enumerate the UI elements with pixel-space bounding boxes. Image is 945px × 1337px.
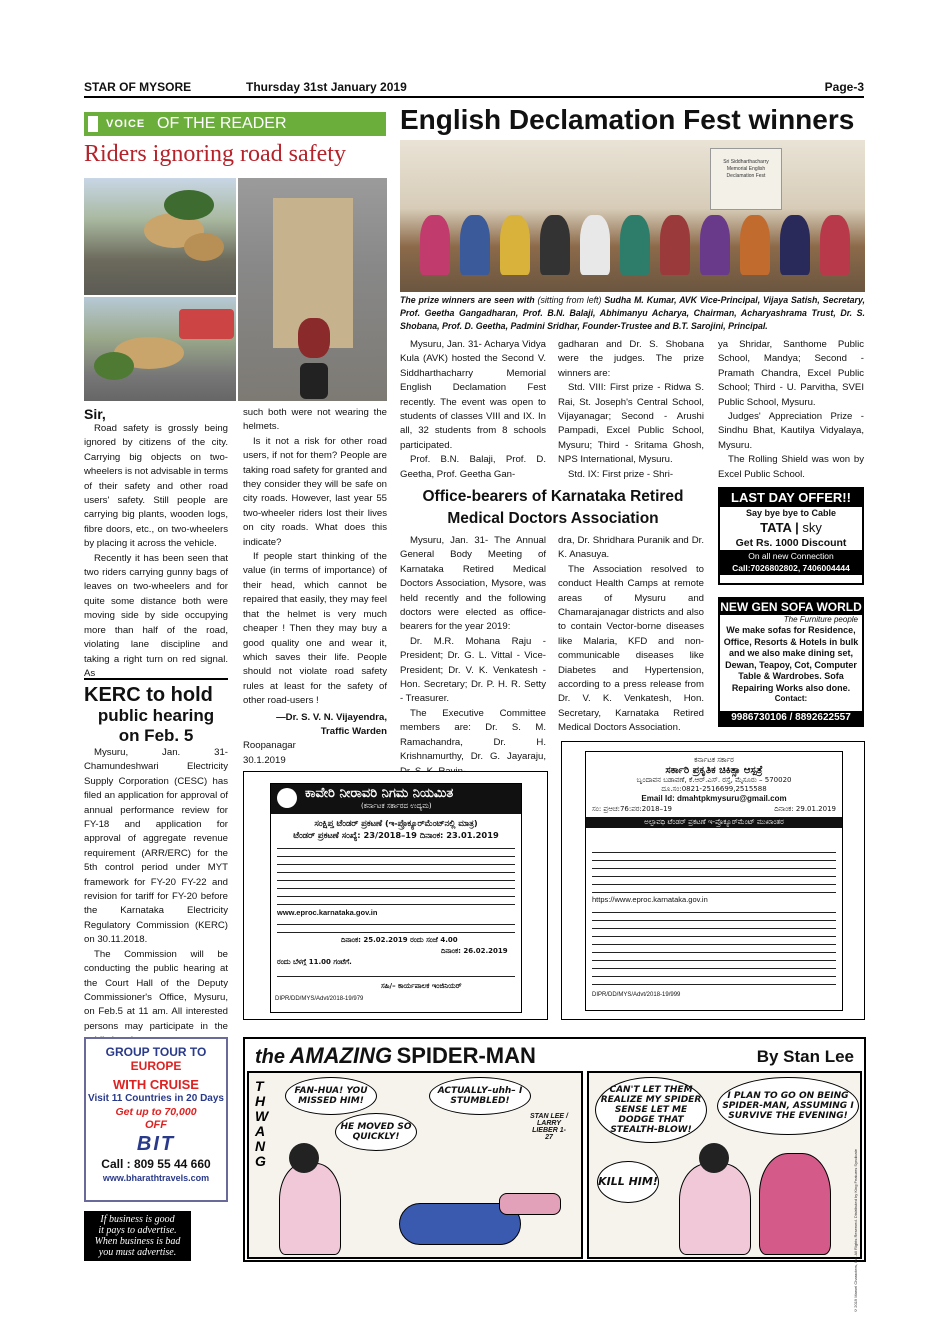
- comic-copyright: ©2019 Marvel Characters, Inc. All Rights Reserved. Distributed by King Features Syndicate: [853, 1149, 858, 1313]
- kerc-paragraph: The Commission will be conducting the public hearing at the Court Hall of the Deputy Commissioner's Office, Mysuru, on Feb.5 at 11 am. All interested persons may participate in the: [84, 948, 228, 1032]
- tender-notice-2: ಕರ್ನಾಟಕ ಸರ್ಕಾರ ಸರ್ಕಾರಿ ಪ್ರಕೃತಿಕ ಚಿಕಿತ್ಸಾ ಆಸ್ಪತ್ರೆ ಬೃಂದಾವನ ಬಡಾವಣೆ, ಕೆ.ಆರ್.ಎಸ್. ರಸ್ತೆ, ಮೈಸೂರು – 570020 ದೂ.ಸಂ:0821-2516699,2515588 Email Id: dmahtpkmysuru@gmail.com ಸಂ: ಪ್ರಆಚ:76:ಪರ:2018–19 ದಿನಾಂಕ: 29.01.2019 ಅಲ್ಪಾವಧಿ ಟೆಂಡರ್ ಪ್ರಕಟಣೆ ಇ-ಪ್ರೊಕ್ಯೂರ್‌ಮೆಂಟ್ ಮುಖಾಂತರ https://www.eproc.karnataka.gov.in DIPR/DD/MYS/Advt/2018-19/999: [561, 741, 865, 1020]
- kerc-headline-3: on Feb. 5: [118, 726, 194, 745]
- europe-tour-ad: GROUP TOUR TO EUROPE WITH CRUISE Visit 11 Countries in 20 Days Get up to 70,000 OFF BIT Call : 809 55 44 660 www.bharathtravels.com: [84, 1037, 228, 1202]
- fest-group-photo: [400, 140, 865, 292]
- voice-banner: [84, 112, 386, 136]
- comic-title: the AMAZING SPIDER-MAN: [255, 1043, 536, 1068]
- comic-panel-2: CAN'T LET THEM REALIZE MY SPIDER SENSE LET ME DODGE THAT STEALTH-BLOW! I PLAN TO GO ON BEING SPIDER-MAN, ASSUMING I SURVIVE THE EVENING! KILL HIM!: [587, 1071, 862, 1259]
- kerc-headline-1: KERC to hold: [84, 684, 213, 706]
- office-column-2: dra, Dr. Shridhara Puranik and Dr. K. Anasuya. The Association resolved to conduct Health Camps at remote areas of Mysuru and Chamarajanagar districts and also to contain Vector-borne diseases like Malaria, KFD and non-communicable diseases like Diabetes and Hypertension, according to a press release from Dr. V. K. Venkatesh, Hon. Secretary, Karnataka Retired Medical Doctors Association.: [558, 535, 704, 734]
- paper-name: STAR OF MYSORE: [84, 80, 192, 94]
- tender-title-bar: ಕಾವೇರಿ ನೀರಾವರಿ ನಿಗಮ ನಿಯಮಿತ (ಕರ್ನಾಟಕ ಸರ್ಕಾರದ ಉದ್ಯಮ): [271, 784, 521, 814]
- voice-headline: Riders ignoring road safety: [84, 141, 346, 167]
- comic-author: By Stan Lee: [756, 1047, 854, 1066]
- tata-sky-logo: TATA | sky: [760, 520, 822, 535]
- tender-email: Email Id: dmahtpkmysuru@gmail.com: [641, 794, 787, 803]
- fest-column-1: Mysuru, Jan. 31- Acharya Vidya Kula (AVK) hosted the Second V. Siddharthacharry Memorial English Declamation Fest recently. The event was open to students of classes VIII and IX. In all, 32 students from 8 schools participated. Prof. B.N. Balaji, Prof. D. Geetha, Prof. Geetha Gan-: [400, 339, 546, 480]
- spiderman-comic: [243, 1037, 866, 1313]
- office-column-1: Mysuru, Jan. 31- The Annual General Body Meeting of Karnataka Retired Medical Doctors Association, Mysore, was held recently and the following doctors were elected as office-bearers for the year 2019: Dr. M.R. Mohana Raju - President; Dr. G. L. Vittal - Vice-President; Dr. V. K. Venkatesh - Hon. Secretary; Dr. P. H. R. Setty - Treasurer. The Executive Committee members are: Dr. S. M. Ramachandra, Dr. H. Krishnamurthy, Dr. G. Jayaraju,: [400, 535, 546, 763]
- kerc-paragraph: Mysuru, Jan. 31- Chamundeshwari Electricity Supply Corporation (CESC) has filed an application for approval of annual performance review for FY-18 and application for approval of aggregate revenue requirement (ARR/ERC) for the 5th control period under MYT framework for FY-20 FY-22 and revision for tariff for FY-20 before the Karnataka Electricity Regulatory Commission (KERC) on 30.11.2018.: [84, 747, 228, 946]
- event-banner: Sri Siddharthacharry Memorial English Declamation Fest: [710, 148, 782, 210]
- tender-notice-1: ಕಾವೇರಿ ನೀರಾವರಿ ನಿಗಮ ನಿಯಮಿತ (ಕರ್ನಾಟಕ ಸರ್ಕಾರದ ಉದ್ಯಮ) ಸಂಕ್ಷಿಪ್ತ ಟೆಂಡರ್ ಪ್ರಕಟಣೆ (ಇ-ಪ್ರೊಕ್ಯೂರ್‌ಮೆಂಟ್‌ನಲ್ಲಿ ಮಾತ್ರ) ಟೆಂಡರ್ ಪ್ರಕಟಣೆ ಸಂಖ್ಯೆ: 23/2018–19 ದಿನಾಂಕ: 23.01.2019 www.eproc.karnataka.gov.in ದಿನಾಂಕ: 25.02.2019 ರಂದು ಸಂಜೆ 4.00 ದಿನಾಂಕ: 26.02.2019 ರಂದು ಬೆಳಗ್ಗೆ 11.00 ಗಂಟೆಗೆ. ಸಹಿ/– ಕಾರ್ಯಪಾಲಕ ಇಂಜಿನಿಯರ್ DIPR/DD/MYS/Advt/2018-19/979: [243, 771, 548, 1020]
- road-photo-2: [84, 297, 236, 401]
- tata-sky-ad: LAST DAY OFFER!! Say bye bye to Cable TATA | sky Get Rs. 1000 Discount On all new Connection Call:7026802802, 7406004444: [718, 487, 864, 585]
- kerc-headline-2: public hearing: [97, 706, 215, 725]
- voice-signature-role: Traffic Warden: [320, 725, 387, 737]
- voice-signature: —Dr. S. V. N. Vijayendra,: [276, 711, 387, 723]
- emblem-icon: [277, 788, 297, 808]
- road-photo-3: [238, 178, 387, 401]
- page-number: Page-3: [824, 80, 864, 94]
- voice-paragraph: Road safety is grossly being ignored by citizens of the city. Carrying big objects on two-wheelers is not advisable in terms of their safety and other road users' safety. Still people are carrying big plants, wooden logs, fibre doors, etc., on two-wheelers by placing it across the vehicle.: [84, 423, 228, 550]
- advertise-ad: If business is good it pays to advertise. When business is bad you must advertise.: [84, 1211, 191, 1261]
- tender-url: www.eproc.karnataka.gov.in: [277, 908, 378, 917]
- voice-paragraph: Recently it has been seen that two riders carrying gunny bags of leaves on two-wheelers and for quite some distance both were moving side by side occupying more than half of the road, violating lane discipline and taking a right turn on red signal. As: [84, 552, 228, 679]
- issue-date: Thursday 31st January 2019: [246, 80, 407, 94]
- page-header: [84, 78, 864, 98]
- voice-column-2: [243, 406, 387, 768]
- office-headline: Office-bearers of Karnataka Retired Medical Doctors Association: [422, 488, 684, 527]
- voice-date: 30.1.2019: [243, 754, 286, 766]
- voice-place: Roopanagar: [243, 740, 296, 752]
- sofa-ad: NEW GEN SOFA WORLD The Furniture people We make sofas for Residence, Office, Resorts & Hotels in bulk and we also make dining set, Dewan, Teapoy, Cot, Computer Table & Wardrobes. Sofa Repairing Works also done. Contact: 9986730106 / 8892622557: [718, 597, 864, 727]
- voice-title: OF THE READER: [157, 115, 287, 132]
- bit-logo: BIT: [136, 1133, 176, 1155]
- comic-panel-1: THWANG FAN-HUA! YOU MISSED HIM! ACTUALLY–uhh– I STUMBLED! HE MOVED SO QUICKLY! STAN LEE / LARRY LIEBER 1-27: [247, 1071, 583, 1259]
- voice-paragraph: If people start thinking of the value (in terms of importance) of their head, which cannot be repaired that easily, they may feel that the helmet is very much cheaper ! Then they may buy a good quality one and wear it, which saves their life. People should not violate road safety rules at least for the safety of other road-users !: [243, 551, 387, 707]
- road-photo-1: [84, 178, 236, 295]
- fest-column-3: ya Shridar, Santhome Public School, Mandya; Second - Pramath Chandra, Excel Public School; Third - U. Parvitha, SVEI Public School, Mysuru. Judges' Appreciation Prize - Sindhu Bhat, Kautilya Vidyalaya, Mysuru. The Rolling Shield was won by Excel Public School.: [718, 339, 864, 480]
- voice-paragraph: Is it not a risk for other road users, if not for them? People are taking road safety for granted and they consider they will be safe on city roads. However, last year 55 two-wheeler riders lost their lives on city roads. What does this indicate?: [243, 435, 387, 548]
- fest-column-2: gadharan and Dr. S. Shobana were the judges. The prize winners are: Std. VIII: First prize - Ridwa S. Rai, St. Joseph's Central School, Vijayanagar; Second - Arushi Pampadi, Excel Public School, Mysuru; Third - Sritama Ghosh, NPS International, Mysuru. Std. IX: First prize - Shri-: [558, 339, 704, 480]
- voice-tag: VOICE: [106, 118, 146, 130]
- voice-column-1: [84, 406, 228, 681]
- voice-paragraph: such both were not wearing the helmets.: [243, 407, 387, 433]
- sfx-thwang: THWANG: [255, 1078, 269, 1169]
- salutation: Sir,: [84, 406, 106, 422]
- kerc-article: [84, 678, 228, 1049]
- fest-headline: English Declamation Fest winners: [400, 104, 855, 135]
- fest-caption: The prize winners are seen with (sitting from left) Sudha M. Kumar, AVK Vice-Principal, Vijaya Satish, Secretary, Prof. Geetha Gangadharan, Prof. B.N. Balaji, Abhimanyu Acharya, Chairman, Acharyashrama Trust, Dr. S. Shobana, Prof. D. Geetha, Padmini Sridhar, Founder-Trustee and B.T. Sarojini, Principal.: [400, 295, 865, 331]
